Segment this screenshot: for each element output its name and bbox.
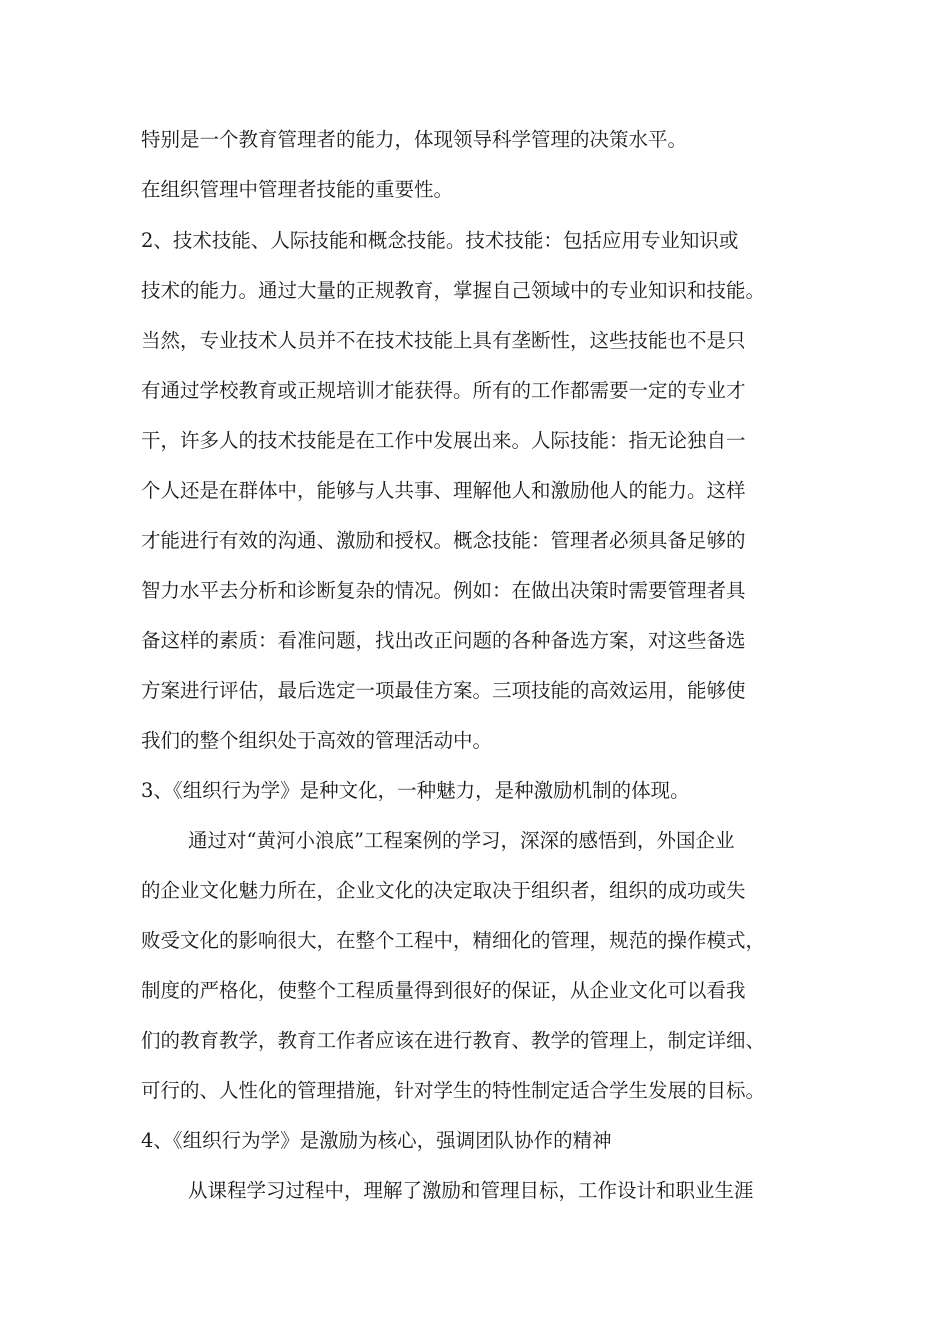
paragraph-line: 的企业文化魅力所在，企业文化的决定取决于组织者，组织的成功或失 (141, 879, 746, 902)
paragraph-line: 我们的整个组织处于高效的管理活动中。 (141, 729, 493, 752)
section-heading: 4、《组织行为学》是激励为核心，强调团队协作的精神 (141, 1129, 612, 1152)
paragraph-line: 在组织管理中管理者技能的重要性。 (141, 178, 454, 201)
paragraph-line: 才能进行有效的沟通、激励和授权。概念技能：管理者必须具备足够的 (141, 529, 746, 552)
paragraph-line: 败受文化的影响很大，在整个工程中，精细化的管理，规范的操作模式， (141, 929, 766, 952)
paragraph-line: 们的教育教学，教育工作者应该在进行教育、教学的管理上，制定详细、 (141, 1029, 766, 1052)
paragraph-line: 2、技术技能、人际技能和概念技能。技术技能：包括应用专业知识或 (141, 229, 739, 252)
paragraph-line: 方案进行评估，最后选定一项最佳方案。三项技能的高效运用，能够使 (141, 679, 746, 702)
paragraph-line: 干，许多人的技术技能是在工作中发展出来。人际技能：指无论独自一 (141, 429, 746, 452)
paragraph-line: 智力水平去分析和诊断复杂的情况。例如：在做出决策时需要管理者具 (141, 579, 746, 602)
paragraph-line: 特别是一个教育管理者的能力，体现领导科学管理的决策水平。 (141, 128, 688, 151)
paragraph-line: 有通过学校教育或正规培训才能获得。所有的工作都需要一定的专业才 (141, 379, 746, 402)
section-heading: 3、《组织行为学》是种文化，一种魅力，是种激励机制的体现。 (141, 779, 690, 802)
paragraph-line: 个人还是在群体中，能够与人共事、理解他人和激励他人的能力。这样 (141, 479, 746, 502)
paragraph-line: 可行的、人性化的管理措施，针对学生的特性制定适合学生发展的目标。 (141, 1079, 766, 1102)
paragraph-line: 通过对“黄河小浪底”工程案例的学习，深深的感悟到，外国企业 (188, 829, 735, 852)
paragraph-line: 备这样的素质：看准问题，找出改正问题的各种备选方案，对这些备选 (141, 629, 746, 652)
paragraph-line: 制度的严格化，使整个工程质量得到很好的保证，从企业文化可以看我 (141, 979, 746, 1002)
paragraph-line: 从课程学习过程中，理解了激励和管理目标，工作设计和职业生涯 (188, 1179, 754, 1202)
paragraph-line: 当然，专业技术人员并不在技术技能上具有垄断性，这些技能也不是只 (141, 329, 746, 352)
paragraph-line: 技术的能力。通过大量的正规教育，掌握自己领域中的专业知识和技能。 (141, 279, 766, 302)
